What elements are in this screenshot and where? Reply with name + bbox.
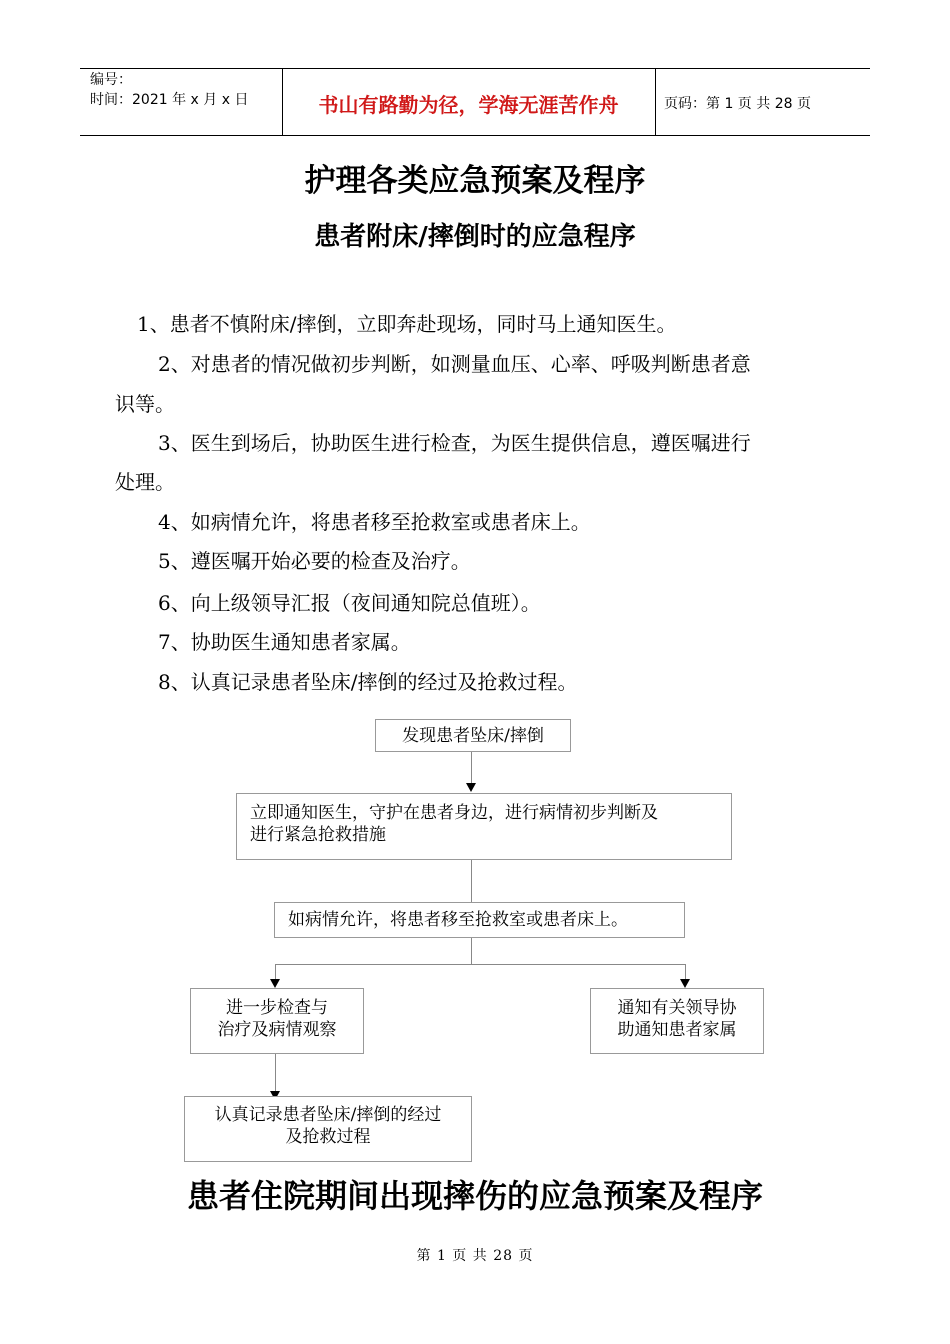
header-divider: [655, 68, 656, 136]
flow-connector: [471, 752, 472, 784]
step-7: 7、协助医生通知患者家属。: [158, 630, 411, 654]
step-1: 1、患者不慎附床/摔倒，立即奔赴现场，同时马上通知医生。: [137, 312, 677, 336]
step-6: 6、向上级领导汇报（夜间通知院总值班）。: [158, 591, 541, 615]
flow-box-label: 认真记录患者坠床/摔倒的经过: [214, 1105, 442, 1125]
header-top-rule: [80, 68, 870, 69]
flow-box-further-treatment: [190, 988, 364, 1054]
step-3-continued: 处理。: [115, 470, 175, 494]
arrow-down-icon: [270, 979, 280, 988]
flow-box-record: [184, 1096, 472, 1162]
flow-box-notify-family: [590, 988, 764, 1054]
flow-box-label: 治疗及病情观察: [217, 1020, 337, 1040]
flow-box-label: 如病情允许，将患者移至抢救室或患者床上。: [288, 910, 628, 930]
step-4: 4、如病情允许，将患者移至抢救室或患者床上。: [158, 510, 591, 534]
flow-connector: [471, 860, 472, 902]
step-2: 2、对患者的情况做初步判断，如测量血压、心率、呼吸判断患者意: [158, 352, 751, 376]
header-motto: 书山有路勤为径，学海无涯苦作舟: [318, 93, 619, 117]
flow-box-move-patient: [274, 902, 685, 938]
flow-connector: [275, 1054, 276, 1096]
document-title: 护理各类应急预案及程序: [304, 163, 646, 199]
flow-box-label: 进行紧急抢救措施: [250, 825, 386, 845]
flow-box-discover: [375, 719, 571, 752]
flow-connector: [275, 964, 276, 980]
page-footer: 第 1 页 共 28 页: [416, 1248, 534, 1264]
flow-box-label: 及抢救过程: [285, 1127, 371, 1147]
header-time-label: 时间：2021 年 x 月 x 日: [90, 92, 249, 108]
step-8: 8、认真记录患者坠床/摔倒的经过及抢救过程。: [158, 670, 578, 694]
flow-box-label: 立即通知医生，守护在患者身边，进行病情初步判断及: [250, 803, 658, 823]
step-5: 5、遵医嘱开始必要的检查及治疗。: [158, 549, 471, 573]
flow-connector: [685, 964, 686, 980]
flow-box-label: 发现患者坠床/摔倒: [402, 726, 544, 746]
header-number-label: 编号：: [90, 72, 132, 88]
flow-connector: [471, 938, 472, 965]
step-3: 3、医生到场后，协助医生进行检查，为医生提供信息，遵医嘱进行: [158, 431, 751, 455]
section-title: 患者附床/摔倒时的应急程序: [314, 222, 636, 252]
flow-connector: [275, 964, 686, 965]
flow-box-label: 助通知患者家属: [617, 1020, 737, 1040]
arrow-down-icon: [466, 783, 476, 792]
header-bottom-rule: [80, 135, 870, 136]
flow-box-notify-doctor: [236, 793, 732, 860]
header-page-info: 页码：第 1 页 共 28 页: [664, 96, 811, 112]
flow-box-label: 进一步检查与: [226, 998, 328, 1018]
next-section-title: 患者住院期间出现摔伤的应急预案及程序: [186, 1177, 763, 1215]
step-2-continued: 识等。: [115, 392, 175, 416]
flow-box-label: 通知有关领导协: [617, 998, 737, 1018]
arrow-down-icon: [680, 979, 690, 988]
